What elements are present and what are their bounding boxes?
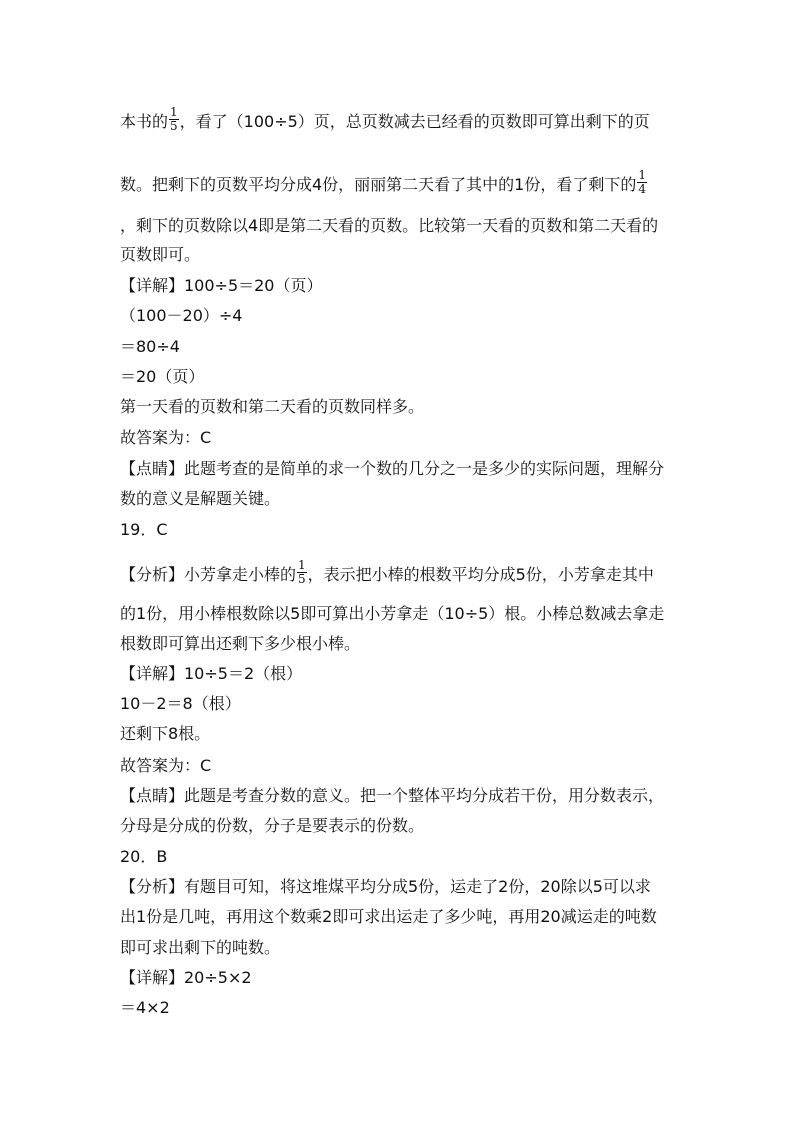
q18-detail-line-5: 第一天看的页数和第二天看的页数同样多。: [120, 397, 425, 416]
q19-analysis-line-3: 根数即可算出还剩下多少根小棒。: [120, 634, 361, 653]
q19-answer: 故答案为：C: [120, 756, 212, 775]
q18-analysis-line-1-rest: ，看了（100÷5）页，总页数减去已经看的页数即可算出剩下的页: [179, 112, 650, 131]
q20-header: 20．B: [120, 847, 168, 866]
fraction-denominator: 5: [170, 119, 178, 133]
q19-detail-line-1: 【详解】10÷5＝2（根）: [120, 664, 303, 683]
q19-analysis-line-1-rest: ，表示把小棒的根数平均分成5份，小芳拿走其中: [307, 565, 654, 584]
q20-analysis-line-2: 出1份是几吨，再用这个数乘2即可求出运走了多少吨，再用20减运走的吨数: [120, 907, 657, 926]
q18-comment-line-2: 数的意义是解题关键。: [120, 489, 281, 508]
fraction-one-quarter: [637, 169, 647, 196]
q18-analysis-line-1-text: 本书的: [120, 112, 169, 131]
q20-detail-line-1: 【详解】20÷5×2: [120, 968, 252, 987]
q20-analysis-line-1: 【分析】有题目可知，将这堆煤平均分成5份，运走了2份，20除以5可以求: [120, 877, 651, 896]
q18-detail-line-1: 【详解】100÷5＝20（页）: [120, 276, 323, 295]
q18-comment-line-1: 【点睛】此题考查的是简单的求一个数的几分之一是多少的实际问题，理解分: [120, 459, 665, 478]
q18-detail-line-3: ＝80÷4: [120, 337, 180, 356]
q18-detail-line-2: （100－20）÷4: [120, 306, 243, 325]
fraction-numerator: 1: [298, 558, 306, 572]
q18-detail-line-4: ＝20（页）: [120, 367, 205, 386]
q19-analysis-line-1: [120, 558, 654, 589]
q19-detail-line-3: 还剩下8根。: [120, 724, 211, 743]
q19-detail-line-2: 10－2＝8（根）: [120, 694, 241, 713]
q18-analysis-line-1: [120, 105, 650, 136]
q19-analysis-line-2: 的1份，用小棒根数除以5即可算出小芳拿走（10÷5）根。小棒总数减去拿走: [120, 604, 665, 623]
fraction-denominator: 4: [638, 182, 647, 196]
q18-analysis-line-4: 页数即可。: [120, 245, 201, 264]
fraction-one-fifth: [169, 106, 179, 133]
q19-analysis-line-1-text: 【分析】小芳拿走小棒的: [120, 565, 297, 584]
fraction-one-fifth: [297, 559, 307, 586]
q19-comment-line-2: 分母是分成的份数，分子是要表示的份数。: [120, 816, 425, 835]
q19-comment-line-1: 【点睛】此题是考查分数的意义。把一个整体平均分成若干份，用分数表示，: [120, 786, 665, 805]
q20-analysis-line-3: 即可求出剩下的吨数。: [120, 938, 281, 957]
q19-header: 19．C: [120, 520, 168, 539]
q20-detail-line-2: ＝4×2: [120, 998, 170, 1017]
q18-analysis-line-3: ，剩下的页数除以4即是第二天看的页数。比较第一天看的页数和第二天看的: [120, 216, 659, 235]
q18-answer: 故答案为：C: [120, 428, 212, 447]
fraction-numerator: 1: [638, 168, 647, 182]
fraction-numerator: 1: [170, 105, 178, 119]
fraction-denominator: 5: [298, 572, 306, 586]
q18-analysis-line-2-text: 数。把剩下的页数平均分成4份，丽丽第二天看了其中的1份，看了剩下的: [120, 175, 637, 194]
q18-analysis-line-2: [120, 168, 648, 199]
